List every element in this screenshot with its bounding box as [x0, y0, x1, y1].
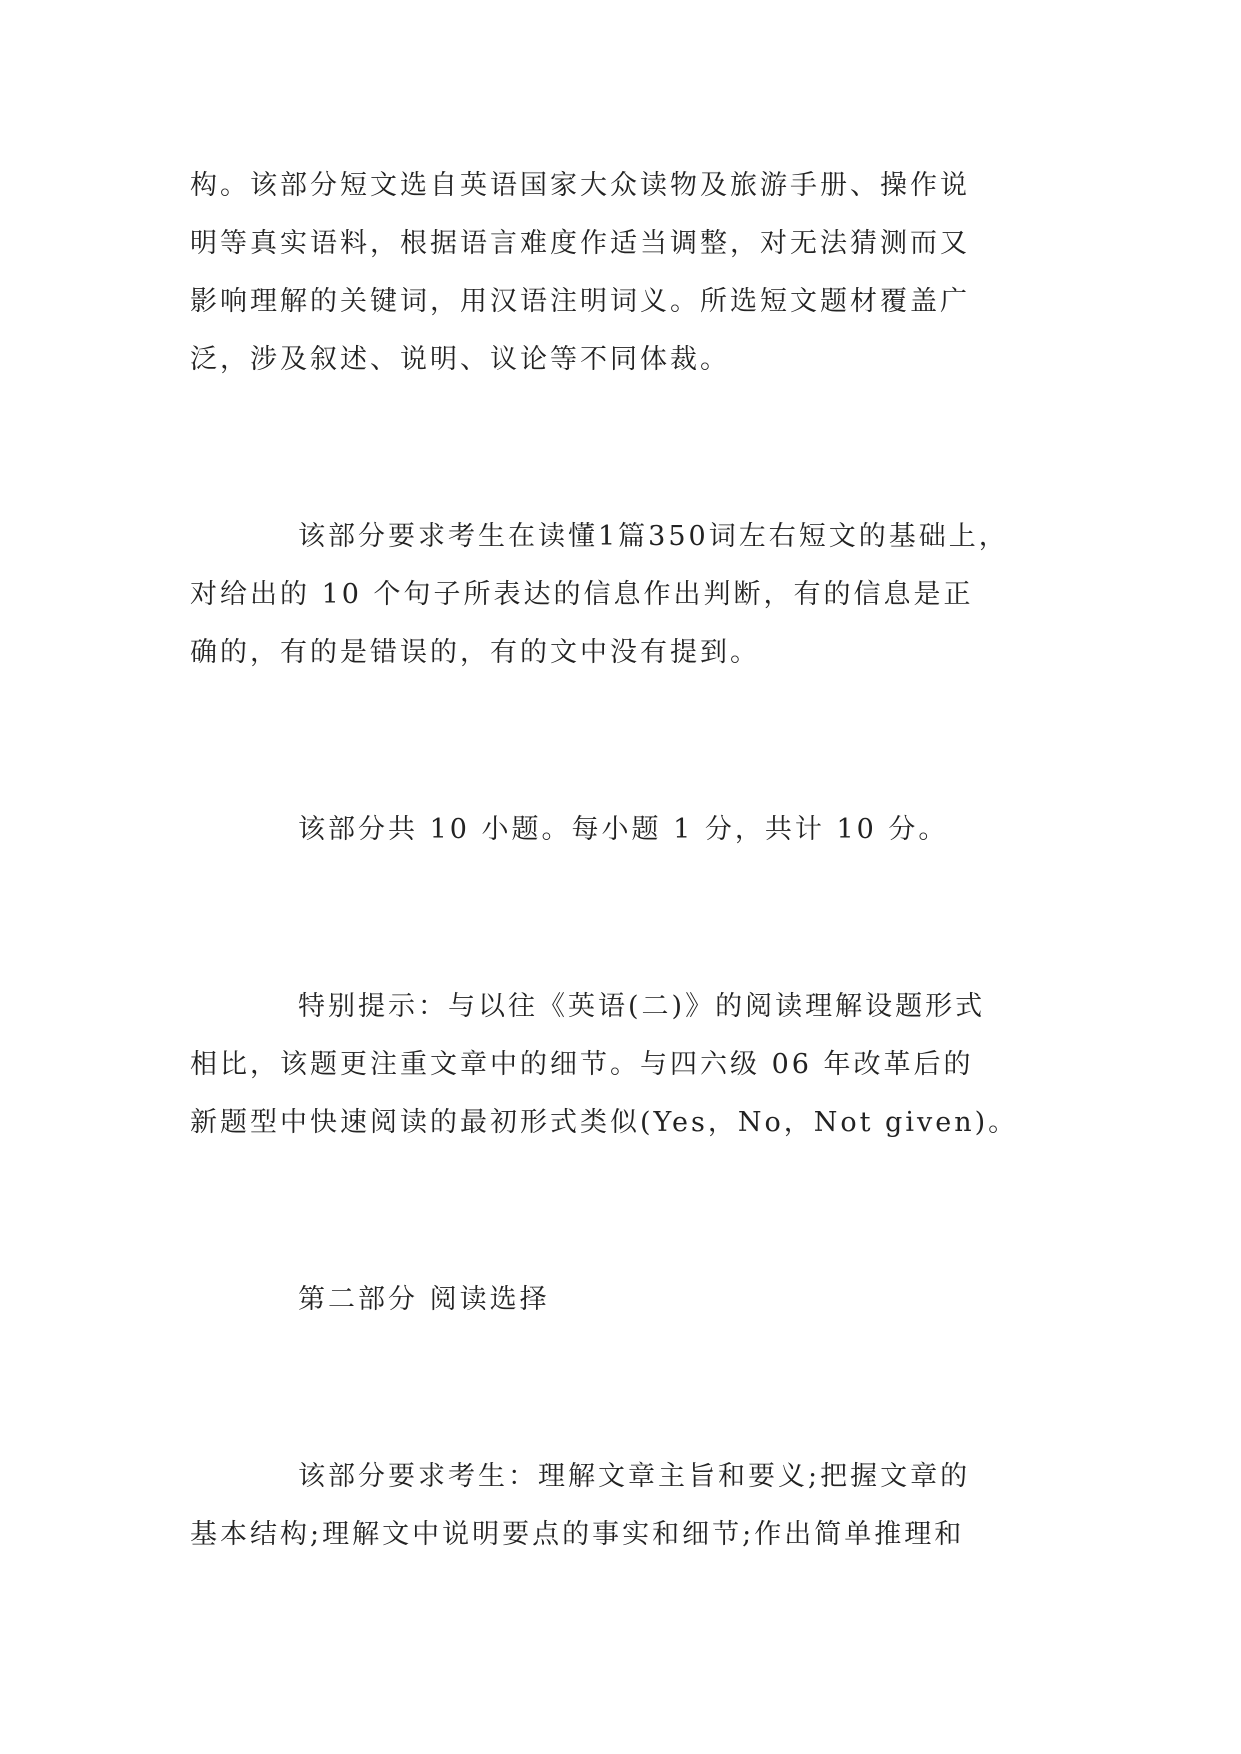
paragraph-2-line-3: 确的，有的是错误的，有的文中没有提到。 [190, 637, 760, 668]
paragraph-6-line-2: 基本结构;理解文中说明要点的事实和细节;作出简单推理和 [190, 1519, 965, 1550]
paragraph-3-line-1: 该部分共 10 小题。每小题 1 分，共计 10 分。 [298, 814, 949, 845]
paragraph-4-line-2: 相比，该题更注重文章中的细节。与四六级 06 年改革后的 [190, 1049, 974, 1080]
paragraph-1-line-4: 泛，涉及叙述、说明、议论等不同体裁。 [190, 344, 730, 375]
paragraph-1-line-2: 明等真实语料，根据语言难度作适当调整，对无法猜测而又 [190, 228, 970, 259]
paragraph-2-line-2: 对给出的 10 个句子所表达的信息作出判断，有的信息是正 [190, 579, 974, 610]
paragraph-4-line-1: 特别提示：与以往《英语(二)》的阅读理解设题形式 [298, 991, 986, 1022]
paragraph-4-line-3: 新题型中快速阅读的最初形式类似(Yes，No，Not given)。 [190, 1107, 1019, 1138]
paragraph-1-line-3: 影响理解的关键词，用汉语注明词义。所选短文题材覆盖广 [190, 286, 970, 317]
paragraph-2-line-1: 该部分要求考生在读懂1篇350词左右短文的基础上， [298, 521, 1009, 552]
paragraph-1-line-1: 构。该部分短文选自英语国家大众读物及旅游手册、操作说 [190, 170, 970, 201]
section-heading: 第二部分 阅读选择 [298, 1284, 550, 1315]
paragraph-6-line-1: 该部分要求考生：理解文章主旨和要义;把握文章的 [298, 1461, 971, 1492]
